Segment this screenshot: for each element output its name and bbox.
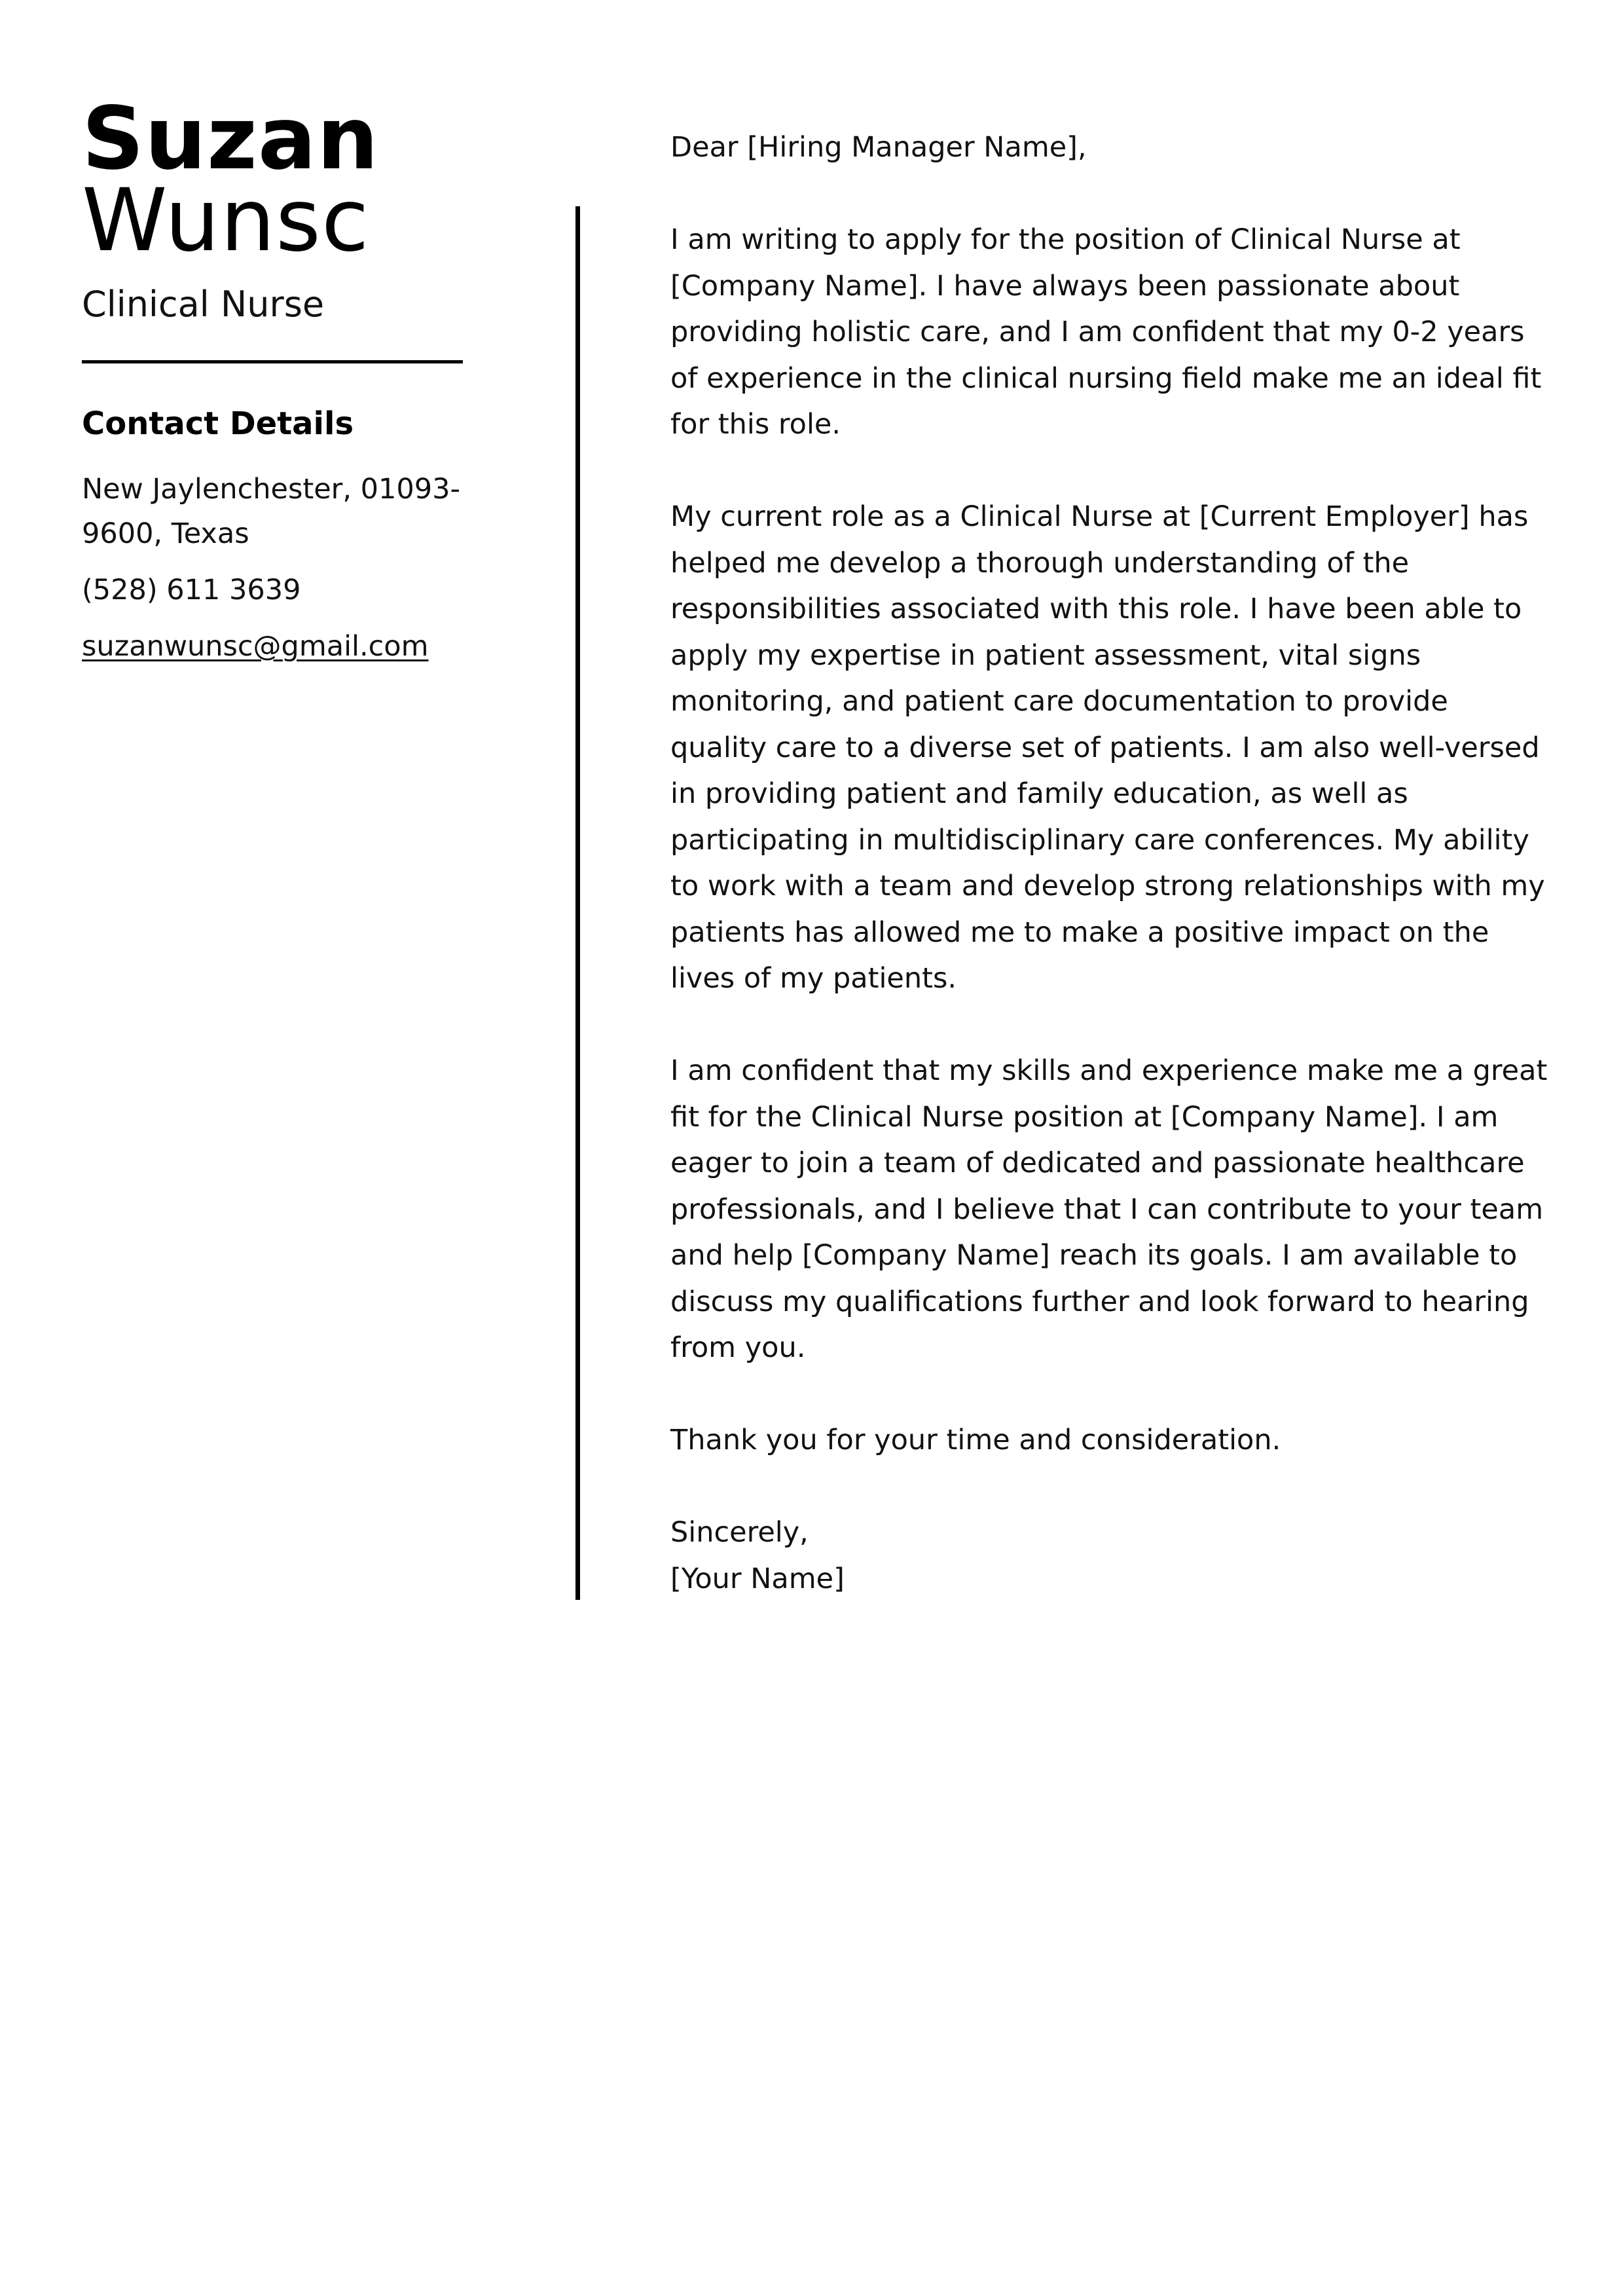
sign-off xyxy=(670,1509,1548,1602)
paragraph-experience: My current role as a Clinical Nurse at [Current Employer] has helped me develop a thorough understanding of the responsibilities associated with this role. I have been able to apply my expertise in patient assessment, vital signs monitoring, and patient care documentation to provide quality care to a diverse set of patients. I am also well-versed in providing patient and family education, as well as participating in multidisciplinary care conferences. My ability to work with a team and develop strong relationships with my patients has allowed me to make a positive impact on the lives of my patients. xyxy=(670,500,1545,995)
sidebar xyxy=(82,88,475,669)
letter-body xyxy=(670,124,1548,1602)
job-title: Clinical Nurse xyxy=(82,284,325,325)
last-name: Wunsc xyxy=(82,170,370,271)
vertical-divider xyxy=(575,206,580,1600)
paragraph-intro: I am writing to apply for the position of Clinical Nurse at [Company Name]. I have always been passionate about providing holistic care, and I am confident that my 0-2 years of experience in the clinical nursing field make me an ideal fit for this role. xyxy=(670,223,1542,441)
contact-address: New Jaylenchester, 01093-9600, Texas xyxy=(82,473,460,550)
paragraph-thanks: Thank you for your time and consideration. xyxy=(670,1424,1281,1456)
contact-email-link[interactable]: suzanwunsc@gmail.com xyxy=(82,630,429,663)
salutation: Dear [Hiring Manager Name], xyxy=(670,131,1087,164)
first-name: Suzan xyxy=(82,88,379,189)
contact-heading: Contact Details xyxy=(82,405,354,442)
signature: [Your Name] xyxy=(670,1562,845,1595)
header-divider xyxy=(82,360,463,363)
contact-phone: (528) 611 3639 xyxy=(82,574,301,606)
closing: Sincerely, xyxy=(670,1516,809,1549)
paragraph-fit: I am confident that my skills and experience make me a great fit for the Clinical Nurse position at [Company Name]. I am eager to join a team of dedicated and passionate healthcare professionals, and I believe that I can contribute to your team and help [Company Name] reach its goals. I am available to discuss my qualifications further and look forward to hearing from you. xyxy=(670,1054,1548,1364)
